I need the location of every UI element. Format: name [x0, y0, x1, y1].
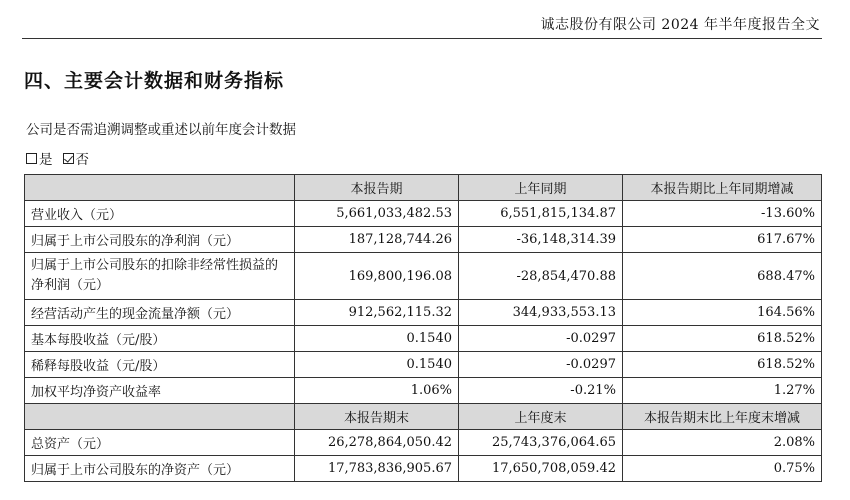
current-value: 0.1540: [295, 352, 459, 378]
financial-data-table: [24, 174, 822, 482]
prior-value: -0.0297: [459, 352, 623, 378]
change-value: 617.67%: [623, 227, 822, 253]
checked-box-icon: [63, 153, 74, 164]
current-value: 26,278,864,050.42: [295, 430, 459, 456]
table-row: [25, 456, 822, 482]
row-label: 营业收入（元）: [25, 201, 295, 227]
row-label: 归属于上市公司股东的净资产（元）: [25, 456, 295, 482]
header-cell: 本报告期末: [295, 404, 459, 430]
table-header-row: [25, 175, 822, 201]
option-yes-label: 是: [39, 152, 53, 168]
row-label: 基本每股收益（元/股）: [25, 326, 295, 352]
table-row: [25, 430, 822, 456]
section-title: 四、主要会计数据和财务指标: [24, 70, 285, 92]
option-no-label: 否: [75, 152, 89, 168]
current-value: 17,783,836,905.67: [295, 456, 459, 482]
change-value: -13.60%: [623, 201, 822, 227]
table-row: [25, 352, 822, 378]
row-label: 总资产（元）: [25, 430, 295, 456]
change-value: 0.75%: [623, 456, 822, 482]
change-value: 688.47%: [623, 253, 822, 300]
table-header-row: [25, 404, 822, 430]
prior-value: 25,743,376,064.65: [459, 430, 623, 456]
row-label: 加权平均净资产收益率: [25, 378, 295, 404]
prior-value: -28,854,470.88: [459, 253, 623, 300]
table-row: [25, 253, 822, 300]
prior-value: -0.0297: [459, 326, 623, 352]
restatement-question: 公司是否需追溯调整或重述以前年度会计数据: [26, 122, 296, 138]
prior-value: -36,148,314.39: [459, 227, 623, 253]
table-row: [25, 227, 822, 253]
current-value: 912,562,115.32: [295, 300, 459, 326]
table-row: [25, 378, 822, 404]
prior-value: 6,551,815,134.87: [459, 201, 623, 227]
change-value: 164.56%: [623, 300, 822, 326]
current-value: 169,800,196.08: [295, 253, 459, 300]
current-value: 1.06%: [295, 378, 459, 404]
header-cell: 上年同期: [459, 175, 623, 201]
restatement-answer: [26, 148, 89, 168]
unchecked-box-icon: [26, 153, 37, 164]
row-label: 稀释每股收益（元/股）: [25, 352, 295, 378]
prior-value: -0.21%: [459, 378, 623, 404]
header-cell: 本报告期比上年同期增减: [623, 175, 822, 201]
row-label: 归属于上市公司股东的净利润（元）: [25, 227, 295, 253]
current-value: 0.1540: [295, 326, 459, 352]
current-value: 5,661,033,482.53: [295, 201, 459, 227]
table-row: [25, 201, 822, 227]
table-row: [25, 326, 822, 352]
table-row: [25, 300, 822, 326]
header-cell: [25, 175, 295, 201]
header-cell: [25, 404, 295, 430]
prior-value: 17,650,708,059.42: [459, 456, 623, 482]
current-value: 187,128,744.26: [295, 227, 459, 253]
header-cell: 本报告期末比上年度末增减: [623, 404, 822, 430]
header-divider: [22, 38, 822, 39]
document-header: 诚志股份有限公司 2024 年半年度报告全文: [540, 17, 820, 33]
change-value: 618.52%: [623, 352, 822, 378]
row-label: 经营活动产生的现金流量净额（元）: [25, 300, 295, 326]
change-value: 2.08%: [623, 430, 822, 456]
row-label: 归属于上市公司股东的扣除非经常性损益的净利润（元）: [25, 253, 295, 300]
header-cell: 本报告期: [295, 175, 459, 201]
header-cell: 上年度末: [459, 404, 623, 430]
change-value: 618.52%: [623, 326, 822, 352]
change-value: 1.27%: [623, 378, 822, 404]
prior-value: 344,933,553.13: [459, 300, 623, 326]
